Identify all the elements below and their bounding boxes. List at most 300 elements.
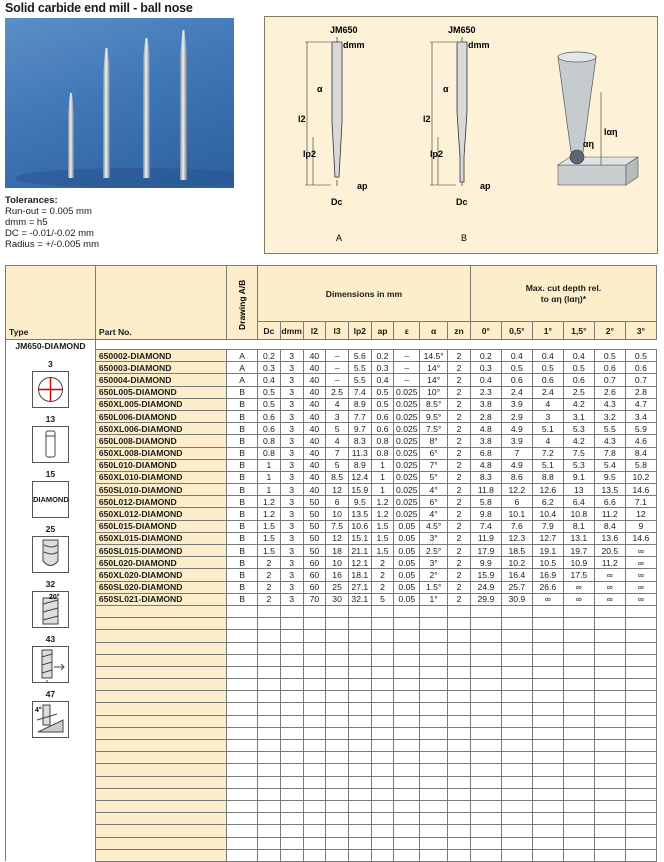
cell-epsilon: 0.025: [394, 410, 420, 422]
empty-cell: [348, 813, 371, 825]
cell-cut-2: 11.2: [594, 508, 625, 520]
empty-cell: [470, 788, 501, 800]
cell-l2: 40: [303, 447, 326, 459]
empty-cell: [303, 837, 326, 849]
empty-cell: [394, 764, 420, 776]
empty-row: [6, 813, 657, 825]
empty-cell: [594, 703, 625, 715]
empty-cell: [95, 813, 226, 825]
cell-cut-2: 11.2: [594, 557, 625, 569]
empty-cell: [594, 691, 625, 703]
cell-l3: 6: [326, 496, 349, 508]
empty-cell: [470, 605, 501, 617]
cell-dc: 0.2: [258, 350, 281, 362]
cell-zn: 2: [448, 447, 471, 459]
cell-alpha: 14°: [420, 362, 448, 374]
empty-cell: [420, 849, 448, 861]
empty-cell: [532, 654, 563, 666]
type-num-15: 15: [45, 469, 56, 479]
empty-cell: [394, 691, 420, 703]
cell-part-no: 650SL021-DIAMOND: [95, 593, 226, 605]
empty-cell: [348, 849, 371, 861]
tolerance-line: Radius = +/-0.005 mm: [5, 239, 99, 250]
empty-row: [6, 776, 657, 788]
dim-ap-a: ap: [357, 181, 368, 191]
cell-l2: 40: [303, 398, 326, 410]
cell-ap: 1: [371, 471, 394, 483]
cell-cut-3: 3.4: [625, 410, 656, 422]
empty-cell: [532, 800, 563, 812]
empty-cell: [625, 691, 656, 703]
empty-cell: [625, 618, 656, 630]
cell-cut-1: 12.6: [532, 484, 563, 496]
cell-lp2: 8.9: [348, 398, 371, 410]
empty-cell: [303, 666, 326, 678]
cell-part-no: 650XL005-DIAMOND: [95, 398, 226, 410]
empty-cell: [95, 618, 226, 630]
cell-cut-05: 7.6: [501, 520, 532, 532]
empty-cell: [394, 715, 420, 727]
cell-cut-15: 9.1: [563, 471, 594, 483]
cell-l2: 50: [303, 520, 326, 532]
cell-ap: 1.5: [371, 532, 394, 544]
empty-cell: [348, 740, 371, 752]
empty-cell: [448, 776, 471, 788]
empty-cell: [625, 752, 656, 764]
cell-cut-1: 0.6: [532, 374, 563, 386]
cell-epsilon: 0.025: [394, 447, 420, 459]
cell-alpha: 1°: [420, 593, 448, 605]
cell-l3: 12: [326, 532, 349, 544]
empty-cell: [594, 715, 625, 727]
empty-cell: [563, 642, 594, 654]
empty-cell: [532, 849, 563, 861]
empty-cell: [258, 691, 281, 703]
cell-cut-0: 4.8: [470, 423, 501, 435]
cell-lp2: 11.3: [348, 447, 371, 459]
empty-cell: [258, 715, 281, 727]
specification-table: [5, 265, 657, 862]
header-type: Type: [6, 266, 96, 340]
tolerance-line: DC = -0.01/-0.02 mm: [5, 228, 94, 239]
cell-dmm: 3: [280, 423, 303, 435]
cell-drawing: B: [227, 484, 258, 496]
cell-part-no: 650XL010-DIAMOND: [95, 471, 226, 483]
empty-cell: [501, 642, 532, 654]
cell-cut-05: 10.2: [501, 557, 532, 569]
header-drawing-label: Drawing A/B: [237, 279, 248, 330]
cell-cut-2: 0.5: [594, 350, 625, 362]
cell-zn: 2: [448, 545, 471, 557]
cell-alpha: 9.5°: [420, 410, 448, 422]
cell-epsilon: 0.05: [394, 593, 420, 605]
cell-cut-15: 0.4: [563, 350, 594, 362]
cell-l2: 40: [303, 423, 326, 435]
table-row: [6, 435, 657, 447]
empty-cell: [532, 605, 563, 617]
header-dc: Dc: [258, 322, 281, 340]
dim-l-alpha-eta: lαη: [604, 127, 618, 137]
cell-epsilon: 0.05: [394, 532, 420, 544]
empty-cell: [348, 630, 371, 642]
empty-cell: [371, 679, 394, 691]
header-angle-15: 1,5°: [563, 322, 594, 340]
empty-cell: [371, 642, 394, 654]
cell-l2: 50: [303, 508, 326, 520]
cell-cut-2: ∞: [594, 593, 625, 605]
empty-cell: [420, 800, 448, 812]
cell-dmm: 3: [280, 398, 303, 410]
cell-cut-3: ∞: [625, 593, 656, 605]
cell-cut-15: 17.5: [563, 569, 594, 581]
empty-cell: [420, 630, 448, 642]
caption-b: B: [461, 233, 468, 243]
cell-l3: 5: [326, 423, 349, 435]
empty-cell: [326, 727, 349, 739]
cell-drawing: B: [227, 447, 258, 459]
empty-cell: [448, 752, 471, 764]
cell-cut-05: 3.9: [501, 398, 532, 410]
cell-drawing: B: [227, 435, 258, 447]
header-l2: l2: [303, 322, 326, 340]
cell-drawing: B: [227, 508, 258, 520]
cell-cut-0: 4.8: [470, 459, 501, 471]
empty-cell: [326, 715, 349, 727]
header-lp2: lp2: [348, 322, 371, 340]
empty-cell: [448, 849, 471, 861]
cell-cut-3: ∞: [625, 569, 656, 581]
empty-cell: [280, 825, 303, 837]
empty-cell: [394, 630, 420, 642]
cell-l2: 40: [303, 435, 326, 447]
cell-zn: 2: [448, 459, 471, 471]
cell-lp2: 5.5: [348, 362, 371, 374]
cell-ap: 1.5: [371, 520, 394, 532]
empty-cell: [371, 654, 394, 666]
cell-cut-3: ∞: [625, 557, 656, 569]
empty-cell: [563, 618, 594, 630]
empty-cell: [594, 764, 625, 776]
cell-cut-1: 19.1: [532, 545, 563, 557]
empty-cell: [258, 813, 281, 825]
empty-cell: [625, 666, 656, 678]
empty-cell: [258, 679, 281, 691]
cell-zn: 2: [448, 557, 471, 569]
cell-epsilon: 0.025: [394, 459, 420, 471]
cell-drawing: B: [227, 581, 258, 593]
empty-cell: [95, 764, 226, 776]
empty-cell: [326, 666, 349, 678]
cell-drawing: B: [227, 545, 258, 557]
cell-epsilon: 0.025: [394, 484, 420, 496]
type-num-32: 32: [45, 579, 56, 589]
cell-lp2: 18.1: [348, 569, 371, 581]
cell-epsilon: –: [394, 362, 420, 374]
type-num-25: 25: [45, 524, 56, 534]
empty-cell: [280, 654, 303, 666]
cell-part-no: 650XL015-DIAMOND: [95, 532, 226, 544]
cell-cut-15: 13.1: [563, 532, 594, 544]
empty-cell: [348, 654, 371, 666]
empty-cell: [95, 788, 226, 800]
empty-cell: [95, 654, 226, 666]
empty-cell: [280, 740, 303, 752]
cell-alpha: 14.5°: [420, 350, 448, 362]
empty-cell: [563, 666, 594, 678]
empty-cell: [95, 727, 226, 739]
cell-cut-15: 10.8: [563, 508, 594, 520]
cell-alpha: 3°: [420, 557, 448, 569]
empty-cell: [501, 691, 532, 703]
cell-l2: 70: [303, 593, 326, 605]
cell-dc: 0.5: [258, 386, 281, 398]
dim-lp2-b: lp2: [430, 149, 444, 159]
empty-cell: [371, 740, 394, 752]
table-row: [6, 459, 657, 471]
cell-ap: 0.8: [371, 435, 394, 447]
cell-cut-1: 7.2: [532, 447, 563, 459]
cell-cut-2: 8.4: [594, 520, 625, 532]
empty-cell: [420, 825, 448, 837]
cell-cut-2: 20.5: [594, 545, 625, 557]
cell-cut-2: 5.5: [594, 423, 625, 435]
cell-cut-1: 26.6: [532, 581, 563, 593]
cell-lp2: 8.3: [348, 435, 371, 447]
empty-cell: [448, 788, 471, 800]
empty-cell: [303, 788, 326, 800]
type-column: [6, 340, 96, 862]
empty-cell: [348, 642, 371, 654]
table-row: [6, 496, 657, 508]
cell-cut-0: 24.9: [470, 581, 501, 593]
cell-l2: 60: [303, 557, 326, 569]
dim-lp2-a: lp2: [303, 149, 317, 159]
table-row: [6, 593, 657, 605]
drawing-a-label: JM650: [330, 25, 358, 35]
cell-cut-05: 2.9: [501, 410, 532, 422]
empty-cell: [594, 813, 625, 825]
cell-cut-0: 11.8: [470, 484, 501, 496]
cell-l2: 60: [303, 581, 326, 593]
cell-epsilon: 0.05: [394, 581, 420, 593]
cell-dc: 1.2: [258, 508, 281, 520]
empty-cell: [280, 715, 303, 727]
cell-alpha: 10°: [420, 386, 448, 398]
cell-part-no: 650003-DIAMOND: [95, 362, 226, 374]
cell-cut-2: 3.2: [594, 410, 625, 422]
cell-cut-2: 6.6: [594, 496, 625, 508]
empty-row: [6, 727, 657, 739]
header-max-cut-line1: Max. cut depth rel.: [525, 282, 602, 293]
empty-cell: [303, 654, 326, 666]
type-num-43: 43: [45, 634, 56, 644]
empty-cell: [563, 849, 594, 861]
empty-cell: [470, 618, 501, 630]
empty-cell: [227, 752, 258, 764]
empty-cell: [280, 618, 303, 630]
empty-cell: [280, 642, 303, 654]
empty-cell: [625, 642, 656, 654]
table-row: [6, 569, 657, 581]
empty-cell: [563, 740, 594, 752]
cell-dc: 0.6: [258, 423, 281, 435]
header-angle-2: 2°: [594, 322, 625, 340]
empty-cell: [563, 703, 594, 715]
type-num-13: 13: [45, 414, 56, 424]
empty-cell: [563, 630, 594, 642]
empty-cell: [448, 618, 471, 630]
cell-cut-3: 0.5: [625, 350, 656, 362]
empty-cell: [258, 618, 281, 630]
cell-cut-0: 2.3: [470, 386, 501, 398]
empty-cell: [470, 740, 501, 752]
empty-cell: [258, 740, 281, 752]
cell-drawing: A: [227, 350, 258, 362]
empty-cell: [95, 666, 226, 678]
cell-cut-1: 4: [532, 435, 563, 447]
cell-l3: 7: [326, 447, 349, 459]
empty-cell: [594, 837, 625, 849]
empty-cell: [326, 618, 349, 630]
empty-cell: [303, 727, 326, 739]
cell-cut-0: 7.4: [470, 520, 501, 532]
empty-cell: [95, 752, 226, 764]
empty-cell: [532, 727, 563, 739]
cell-part-no: 650XL012-DIAMOND: [95, 508, 226, 520]
cell-cut-2: 5.4: [594, 459, 625, 471]
empty-cell: [448, 630, 471, 642]
empty-cell: [625, 788, 656, 800]
cell-cut-0: 2.8: [470, 410, 501, 422]
cell-dc: 0.8: [258, 447, 281, 459]
empty-cell: [280, 691, 303, 703]
empty-cell: [227, 727, 258, 739]
empty-cell: [280, 849, 303, 861]
cell-cut-05: 0.5: [501, 362, 532, 374]
cell-ap: 5: [371, 593, 394, 605]
empty-cell: [394, 679, 420, 691]
cell-drawing: A: [227, 374, 258, 386]
empty-cell: [625, 679, 656, 691]
cell-cut-15: 0.5: [563, 362, 594, 374]
empty-row: [6, 703, 657, 715]
empty-row: [6, 849, 657, 861]
cell-part-no: 650004-DIAMOND: [95, 374, 226, 386]
cell-ap: 0.6: [371, 423, 394, 435]
empty-cell: [420, 715, 448, 727]
cell-cut-15: 4.2: [563, 398, 594, 410]
empty-cell: [594, 727, 625, 739]
cell-cut-05: 0.4: [501, 350, 532, 362]
cell-alpha: 7°: [420, 459, 448, 471]
cell-drawing: B: [227, 471, 258, 483]
empty-cell: [95, 837, 226, 849]
cell-l2: 40: [303, 484, 326, 496]
empty-cell: [470, 764, 501, 776]
cell-zn: 2: [448, 386, 471, 398]
empty-cell: [371, 764, 394, 776]
empty-row: [6, 825, 657, 837]
cell-drawing: B: [227, 557, 258, 569]
cell-cut-1: 4: [532, 398, 563, 410]
empty-cell: [625, 605, 656, 617]
empty-cell: [563, 715, 594, 727]
empty-cell: [563, 654, 594, 666]
cell-dmm: 3: [280, 410, 303, 422]
empty-cell: [303, 740, 326, 752]
cell-cut-15: 6.4: [563, 496, 594, 508]
cell-cut-1: 0.4: [532, 350, 563, 362]
empty-cell: [501, 618, 532, 630]
cell-lp2: 13.5: [348, 508, 371, 520]
empty-cell: [501, 764, 532, 776]
cell-cut-3: ∞: [625, 581, 656, 593]
empty-cell: [532, 703, 563, 715]
empty-cell: [394, 776, 420, 788]
cell-dmm: 3: [280, 581, 303, 593]
header-l3: l3: [326, 322, 349, 340]
cell-ap: 0.3: [371, 362, 394, 374]
empty-cell: [394, 788, 420, 800]
cell-part-no: 650L005-DIAMOND: [95, 386, 226, 398]
empty-cell: [280, 752, 303, 764]
cell-dc: 0.3: [258, 362, 281, 374]
cell-ap: 0.6: [371, 410, 394, 422]
empty-cell: [420, 691, 448, 703]
cell-l3: 30: [326, 593, 349, 605]
cell-ap: 2: [371, 581, 394, 593]
cell-dmm: 3: [280, 545, 303, 557]
empty-cell: [258, 764, 281, 776]
cell-zn: 2: [448, 471, 471, 483]
empty-cell: [303, 776, 326, 788]
cell-cut-15: 2.5: [563, 386, 594, 398]
table-row: [6, 532, 657, 544]
cell-cut-1: 5.1: [532, 423, 563, 435]
empty-cell: [371, 630, 394, 642]
empty-cell: [371, 788, 394, 800]
cell-alpha: 14°: [420, 374, 448, 386]
cell-l3: 16: [326, 569, 349, 581]
empty-cell: [448, 764, 471, 776]
cell-cut-1: 3: [532, 410, 563, 422]
cell-lp2: 7.4: [348, 386, 371, 398]
cell-part-no: 650L008-DIAMOND: [95, 435, 226, 447]
cell-dc: 1: [258, 471, 281, 483]
end-mill-photo-illustration: [5, 18, 234, 188]
cell-ap: 1: [371, 484, 394, 496]
cell-l3: 2.5: [326, 386, 349, 398]
cell-l3: 10: [326, 508, 349, 520]
empty-cell: [227, 605, 258, 617]
empty-cell: [258, 788, 281, 800]
empty-cell: [563, 764, 594, 776]
empty-cell: [532, 788, 563, 800]
empty-cell: [303, 715, 326, 727]
cell-cut-1: 16.9: [532, 569, 563, 581]
cell-dc: 2: [258, 569, 281, 581]
cell-zn: 2: [448, 593, 471, 605]
empty-cell: [448, 825, 471, 837]
cell-cut-0: 3.8: [470, 435, 501, 447]
header-dmm: dmm: [280, 322, 303, 340]
cell-cut-0: 17.9: [470, 545, 501, 557]
empty-cell: [371, 666, 394, 678]
empty-cell: [258, 703, 281, 715]
cell-cut-0: 9.9: [470, 557, 501, 569]
empty-cell: [227, 788, 258, 800]
cell-cut-0: 0.2: [470, 350, 501, 362]
